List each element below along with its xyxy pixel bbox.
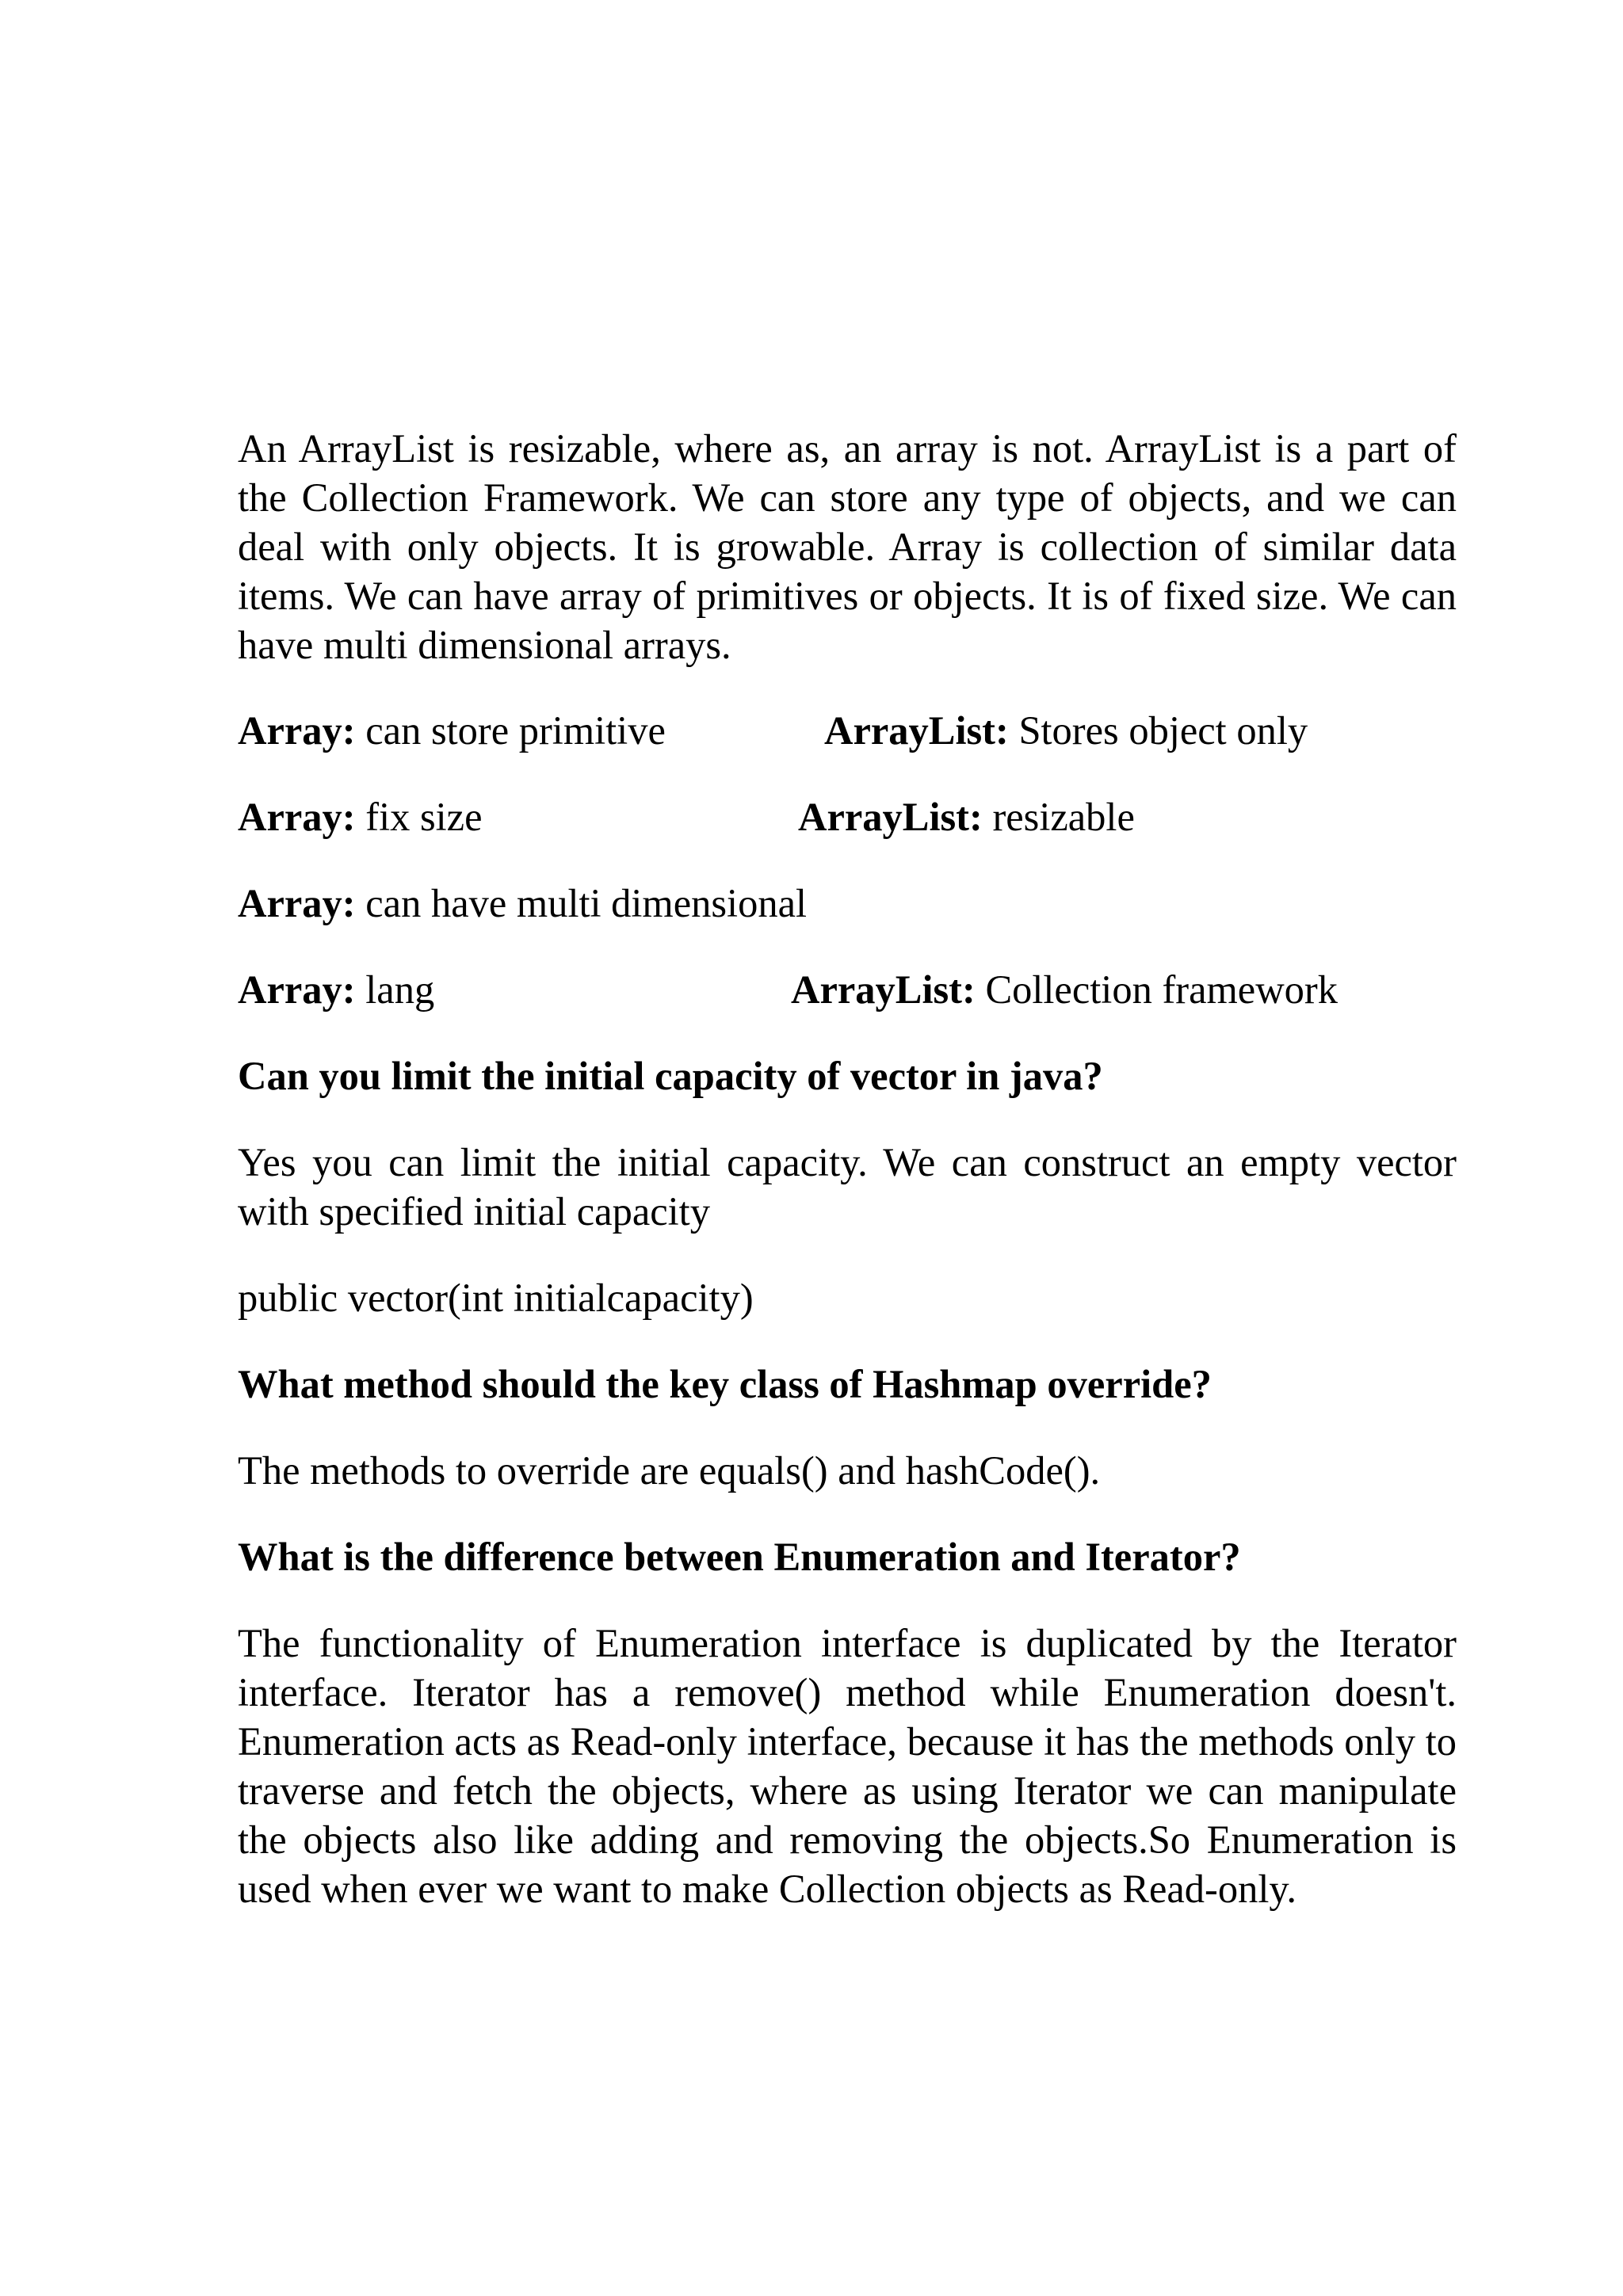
question-heading-enumeration-iterator: What is the difference between Enumeration and Iterator? [238, 1535, 1241, 1579]
answer-enumeration-iterator: The functionality of Enumeration interface is duplicated by the Iterator interface. Iterator has a remove() method while Enumeration doesn't. Enumeration acts as Read-only interface, because it has the methods only to traverse and fetch the objects, where as using Iterator we can manipulate the objects also like adding and removing the objects.So Enumeration is used when ever we want to make Collection objects as Read-only. [238, 1621, 1457, 1911]
array-term: Array: [238, 795, 356, 839]
question-heading-vector-capacity: Can you limit the initial capacity of vector in java? [238, 1054, 1103, 1098]
code-line-vector-constructor: public vector(int initialcapacity) [238, 1276, 754, 1320]
answer-vector-capacity: Yes you can limit the initial capacity. We can construct an empty vector with specified initial capacity [238, 1140, 1457, 1234]
array-term: Array: [238, 967, 356, 1012]
array-term: Array: [238, 708, 356, 753]
intro-paragraph: An ArrayList is resizable, where as, an array is not. ArrayList is a part of the Collection Framework. We can store any type of objects, and we can deal with only objects. It is growable. Array is collection of similar data items. We can have array of primitives or objects. It is of fixed size. We can have multi dimensional arrays. [238, 426, 1457, 667]
arraylist-cell [791, 965, 1338, 1014]
question-heading-hashmap-override: What method should the key class of Hashmap override? [238, 1362, 1212, 1406]
arraylist-text: resizable [982, 795, 1135, 839]
array-term: Array: [238, 881, 356, 925]
arraylist-term: ArrayList: [791, 967, 976, 1012]
arraylist-term: ArrayList: [824, 708, 1009, 753]
arraylist-cell [824, 706, 1308, 755]
arraylist-text: Stores object only [1008, 708, 1308, 753]
array-text: can store primitive [355, 708, 666, 753]
arraylist-cell [798, 792, 1135, 841]
comparison-row [238, 792, 1457, 841]
document-page [238, 0, 1457, 2296]
comparison-row [238, 879, 1457, 928]
array-cell [238, 792, 482, 841]
arraylist-term: ArrayList: [798, 795, 983, 839]
array-text: lang [355, 967, 435, 1012]
array-cell [238, 965, 434, 1014]
comparison-row [238, 706, 1457, 755]
comparison-row [238, 965, 1457, 1014]
arraylist-text: Collection framework [975, 967, 1338, 1012]
answer-hashmap-override: The methods to override are equals() and hashCode(). [238, 1448, 1101, 1493]
array-text: can have multi dimensional [355, 881, 808, 925]
array-cell [238, 879, 807, 928]
array-text: fix size [355, 795, 483, 839]
array-cell [238, 706, 666, 755]
